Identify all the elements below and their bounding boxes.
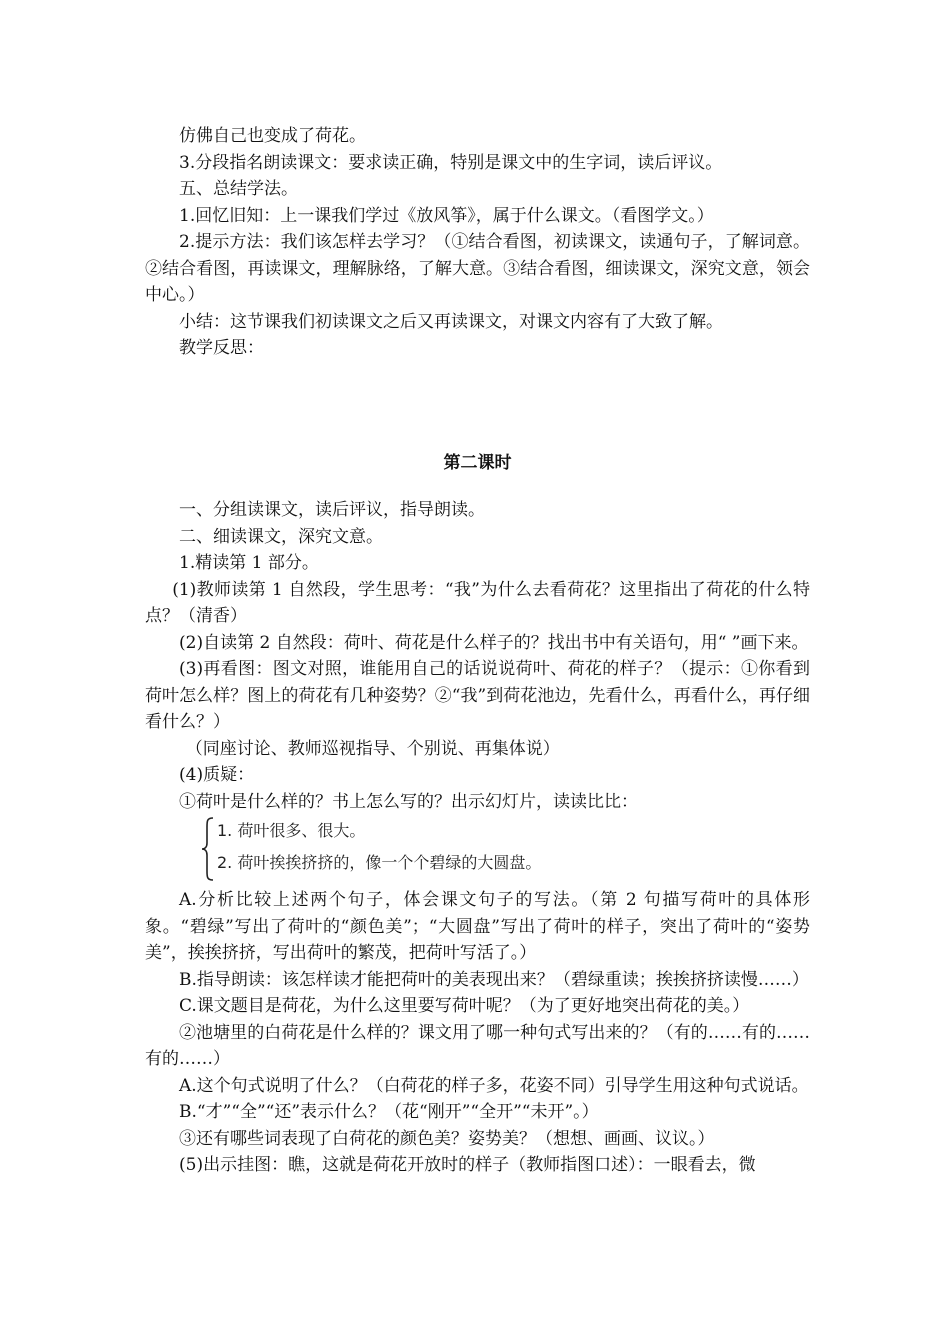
lesson-body [145, 497, 810, 1179]
paragraph: 教学反思： [179, 338, 264, 358]
paragraph: (5)出示挂图：瞧，这就是荷花开放时的样子（教师指图口述）：一眼看去，微 [179, 1155, 756, 1175]
comparison-sentence-1: 1. 荷叶很多、很大。 [217, 821, 366, 840]
curly-brace-icon [201, 817, 215, 881]
top-text-block [145, 123, 810, 362]
paragraph: B.指导朗读：该怎样读才能把荷叶的美表现出来？（碧绿重读；挨挨挤挤读慢……） [179, 969, 809, 990]
paragraph: （同座讨论、教师巡视指导、个别说、再集体说） [185, 738, 560, 759]
sentence-comparison [201, 815, 810, 881]
paragraph: (3)再看图：图文对照，谁能用自己的话说说荷叶、荷花的样子？（提示：①你看到荷叶怎么样？图上的荷花有几种姿势？②“我”到荷花池边，先看什么，再看什么，再仔细看什么？） [145, 659, 810, 732]
paragraph: 一、分组读课文，读后评议，指导朗读。 [179, 500, 485, 520]
paragraph: ①荷叶是什么样的？书上怎么写的？出示幻灯片，读读比比： [179, 791, 638, 812]
paragraph: 小结：这节课我们初读课文之后又再读课文，对课文内容有了大致了解。 [179, 311, 723, 332]
paragraph: C.课文题目是荷花，为什么这里要写荷叶呢？（为了更好地突出荷花的美。） [179, 996, 750, 1016]
paragraph: A.这个句式说明了什么？（白荷花的样子多，花姿不同）引导学生用这种句式说话。 [179, 1075, 809, 1096]
paragraph: (1)教师读第 1 自然段，学生思考：“我”为什么去看荷花？这里指出了荷花的什么特点？（清香） [145, 579, 810, 626]
paragraph: ②池塘里的白荷花是什么样的？课文用了哪一种句式写出来的？（有的……有的……有的……） [145, 1022, 810, 1069]
paragraph: 二、细读课文，深究文意。 [179, 526, 383, 547]
paragraph: 2.提示方法：我们该怎样去学习？（①结合看图，初读课文，读通句子，了解词意。②结合看图，再读课文，理解脉络，了解大意。③结合看图，细读课文，深究文意，领会中心。） [145, 232, 810, 305]
paragraph: B.“才”“全”“还”表示什么？（花“刚开”“全开”“未开”。） [179, 1102, 599, 1122]
paragraph: 3.分段指名朗读课文：要求读正确，特别是课文中的生字词，读后评议。 [179, 152, 723, 173]
comparison-sentence-2: 2. 荷叶挨挨挤挤的，像一个个碧绿的大圆盘。 [217, 853, 542, 872]
paragraph: ③还有哪些词表现了白荷花的颜色美？姿势美？（想想、画画、议议。） [179, 1128, 715, 1149]
paragraph: 1.精读第 1 部分。 [179, 553, 319, 573]
paragraph: (4)质疑： [179, 765, 255, 785]
paragraph: A.分析比较上述两个句子，体会课文句子的写法。（第 2 句描写荷叶的具体形象。“碧绿”写出了荷叶的“颜色美”；“大圆盘”写出了荷叶的样子，突出了荷叶的“姿势美”，挨挨挤挤，写出荷叶的繁茂，把荷叶写活了。） [145, 890, 810, 963]
paragraph: 五、总结学法。 [179, 179, 298, 199]
paragraph: 仿佛自己也变成了荷花。 [179, 126, 366, 146]
paragraph: (2)自读第 2 自然段：荷叶、荷花是什么样子的？找出书中有关语句，用“ ”画下来。 [179, 632, 809, 653]
paragraph: 1.回忆旧知：上一课我们学过《放风筝》，属于什么课文。（看图学文。） [179, 205, 714, 226]
lesson-title: 第二课时 [443, 453, 512, 473]
